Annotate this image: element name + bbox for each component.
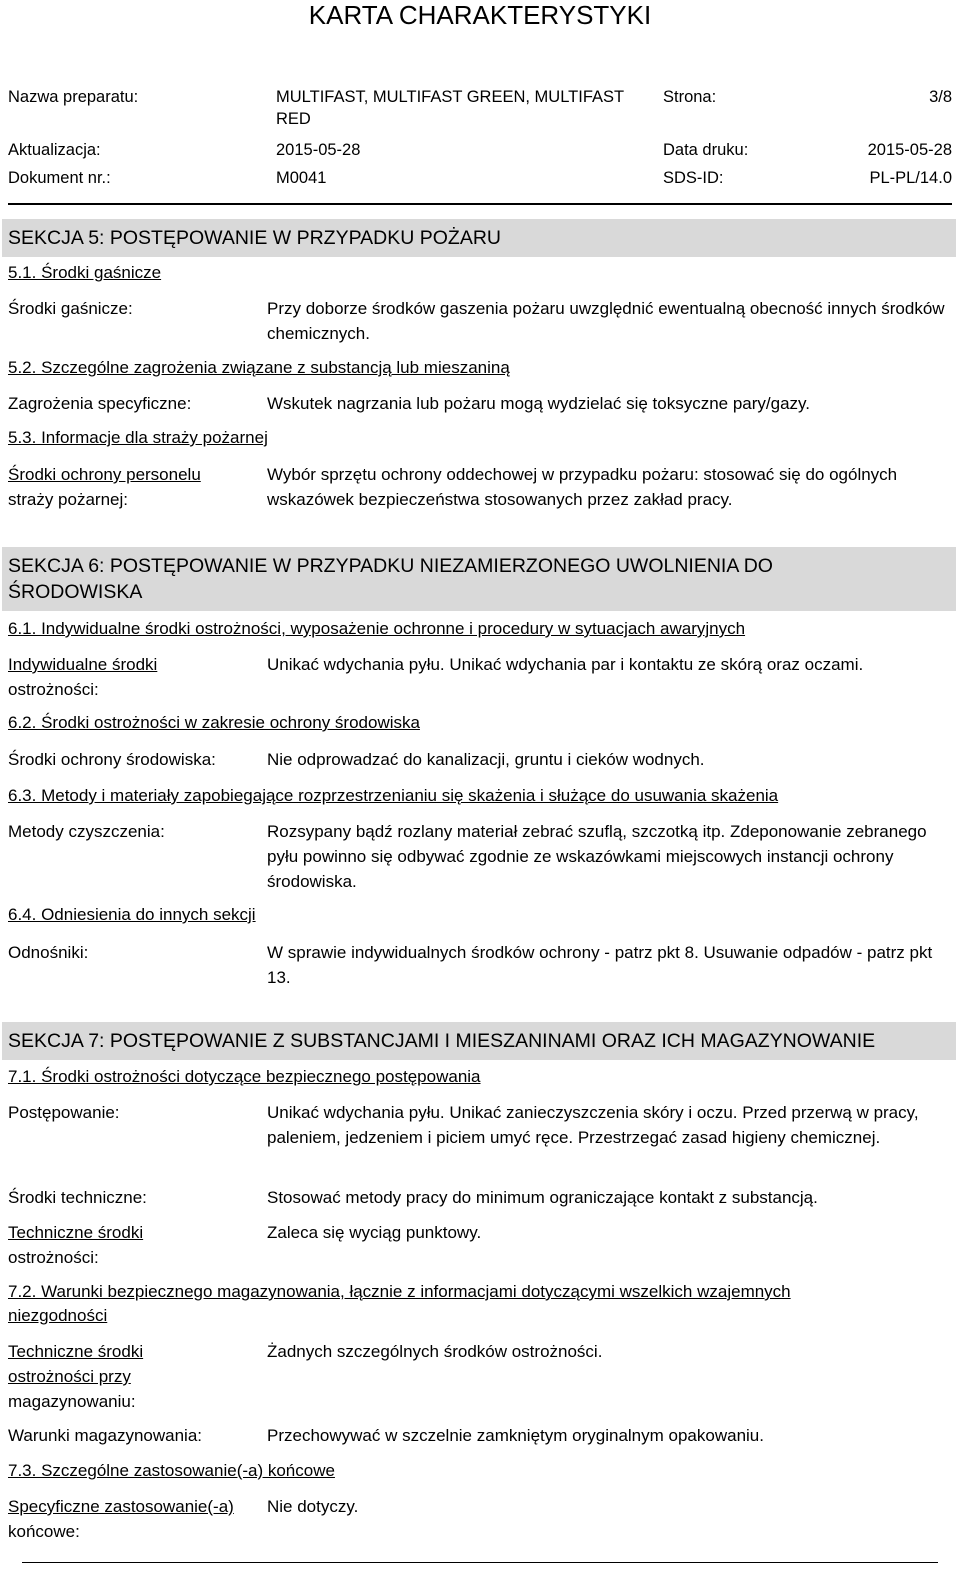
product-name-value-line2: RED [276, 110, 311, 128]
cleaning-methods-label: Metody czyszczenia: [8, 822, 165, 841]
technical-precautions-label-line1: Techniczne środki [8, 1223, 144, 1242]
section-6-heading [2, 547, 956, 611]
firefighter-protection-label [8, 462, 258, 512]
fire-extinguishing-value: Przy doborze środków gaszenia pożaru uwzględnić ewentualną obecność innych środków chemicznych. [267, 299, 945, 343]
specific-end-use-value: Nie dotyczy. [267, 1497, 359, 1516]
section-7-heading: SEKCJA 7: POSTĘPOWANIE Z SUBSTANCJAMI I MIESZANINAMI ORAZ ICH MAGAZYNOWANIE [2, 1022, 956, 1060]
storage-precautions-value: Żadnych szczególnych środków ostrożności. [267, 1342, 603, 1361]
subsection-7-2 [8, 1280, 791, 1328]
specific-end-use-label [8, 1494, 258, 1544]
handling-value: Unikać wdychania pyłu. Unikać zanieczyszczenia skóry i oczu. Przed przerwą w pracy, paleniem, jedzeniem i piciem umyć ręce. Przestrzegać zasad higieny chemicznej. [267, 1103, 919, 1147]
fire-extinguishing-label: Środki gaśnicze: [8, 299, 133, 318]
subsection-7-2-line2: niezgodności [8, 1306, 108, 1325]
storage-precautions-label [8, 1339, 258, 1414]
firefighter-protection-label-line1: Środki ochrony personelu [8, 465, 201, 484]
section-6-heading-line1: SEKCJA 6: POSTĘPOWANIE W PRZYPADKU NIEZAMIERZONEGO UWOLNIENIA DO [8, 555, 773, 577]
specific-hazards-value: Wskutek nagrzania lub pożaru mogą wydzielać się toksyczne pary/gazy. [267, 394, 810, 413]
storage-conditions-value: Przechowywać w szczelnie zamkniętym oryginalnym opakowaniu. [267, 1426, 764, 1445]
storage-precautions-label-line1: Techniczne środki [8, 1342, 144, 1361]
footer-divider [22, 1562, 938, 1563]
section-6-heading-line2: ŚRODOWISKA [8, 581, 143, 603]
firefighter-protection-value: Wybór sprzętu ochrony oddechowej w przypadku pożaru: stosować się do ogólnych wskazówek bezpieczeństwa stosowanych przez zakład pracy. [267, 465, 898, 509]
references-label: Odnośniki: [8, 943, 89, 962]
section-5-heading: SEKCJA 5: POSTĘPOWANIE W PRZYPADKU POŻARU [2, 219, 956, 257]
sds-id-label: SDS-ID: [663, 169, 724, 187]
specific-hazards-label: Zagrożenia specyficzne: [8, 394, 192, 413]
firefighter-protection-label-line2: straży pożarnej: [8, 490, 128, 509]
subsection-7-1: 7.1. Środki ostrożności dotyczące bezpiecznego postępowania [8, 1067, 481, 1086]
print-date: 2015-05-28 [867, 141, 952, 159]
page-label: Strona: [663, 88, 717, 106]
header-divider [8, 203, 952, 205]
personal-precautions-label [8, 652, 258, 702]
subsection-7-3: 7.3. Szczególne zastosowanie(-a) końcowe [8, 1461, 335, 1480]
references-value: W sprawie indywidualnych środków ochrony - patrz pkt 8. Usuwanie odpadów - patrz pkt 13. [267, 943, 933, 987]
technical-precautions-label-line2: ostrożności: [8, 1248, 99, 1267]
subsection-5-1: 5.1. Środki gaśnicze [8, 263, 162, 282]
page-number: 3/8 [929, 88, 952, 106]
subsection-5-3: 5.3. Informacje dla straży pożarnej [8, 428, 268, 447]
subsection-6-4: 6.4. Odniesienia do innych sekcji [8, 905, 256, 924]
document-number: M0041 [276, 169, 327, 187]
specific-end-use-label-line2: końcowe: [8, 1522, 80, 1541]
personal-precautions-label-line1: Indywidualne środki [8, 655, 158, 674]
technical-measures-label: Środki techniczne: [8, 1188, 147, 1207]
technical-measures-value: Stosować metody pracy do minimum ograniczające kontakt z substancją. [267, 1188, 818, 1207]
handling-label: Postępowanie: [8, 1103, 120, 1122]
product-name-label: Nazwa preparatu: [8, 88, 139, 106]
subsection-7-2-line1: 7.2. Warunki bezpiecznego magazynowania, łącznie z informacjami dotyczącymi wszelkich wzajemnych [8, 1282, 791, 1301]
storage-conditions-label: Warunki magazynowania: [8, 1426, 203, 1445]
sds-id: PL-PL/14.0 [869, 169, 952, 187]
personal-precautions-value: Unikać wdychania pyłu. Unikać wdychania par i kontaktu ze skórą oraz oczami. [267, 655, 864, 674]
environmental-precautions-label: Środki ochrony środowiska: [8, 750, 216, 769]
subsection-6-3: 6.3. Metody i materiały zapobiegające rozprzestrzenianiu się skażenia i służące do usuwania skażenia [8, 786, 779, 805]
storage-precautions-label-line3: magazynowaniu: [8, 1392, 136, 1411]
print-date-label: Data druku: [663, 141, 749, 159]
personal-precautions-label-line2: ostrożności: [8, 680, 99, 699]
subsection-6-2: 6.2. Środki ostrożności w zakresie ochrony środowiska [8, 713, 420, 732]
document-title: KARTA CHARAKTERYSTYKI [308, 0, 652, 30]
update-date: 2015-05-28 [276, 141, 361, 159]
document-number-label: Dokument nr.: [8, 169, 111, 187]
product-name-value-line1: MULTIFAST, MULTIFAST GREEN, MULTIFAST [276, 88, 625, 106]
storage-precautions-label-line2: ostrożności przy [8, 1367, 131, 1386]
environmental-precautions-value: Nie odprowadzać do kanalizacji, gruntu i cieków wodnych. [267, 750, 705, 769]
cleaning-methods-value: Rozsypany bądź rozlany materiał zebrać szuflą, szczotką itp. Zdeponowanie zebranego pyłu powinno się odbywać zgodnie ze wskazówkami miejscowych instancji ochrony środowiska. [267, 822, 927, 891]
technical-precautions-label [8, 1220, 258, 1270]
subsection-6-1: 6.1. Indywidualne środki ostrożności, wyposażenie ochronne i procedury w sytuacjach awaryjnych [8, 619, 746, 638]
technical-precautions-value: Zaleca się wyciąg punktowy. [267, 1223, 482, 1242]
subsection-5-2: 5.2. Szczególne zagrożenia związane z substancją lub mieszaniną [8, 358, 510, 377]
update-label: Aktualizacja: [8, 141, 101, 159]
specific-end-use-label-line1: Specyficzne zastosowanie(-a) [8, 1497, 234, 1516]
